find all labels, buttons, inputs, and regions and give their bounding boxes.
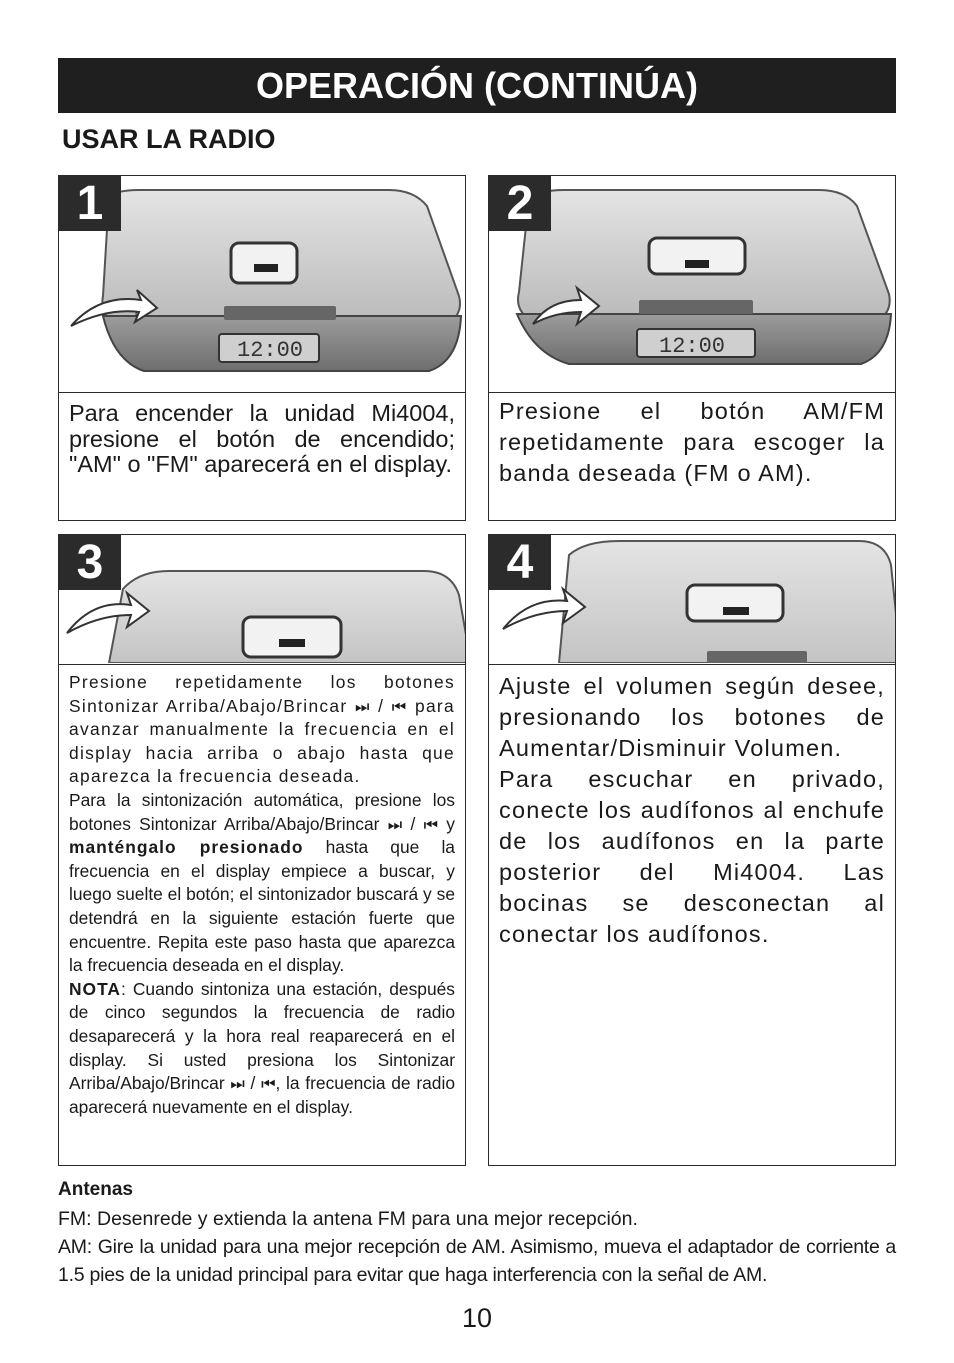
skip-next-icon: ⏭ [387, 814, 403, 834]
slash: / [250, 1073, 256, 1094]
step-3-panel [58, 534, 466, 1166]
page-number: 10 [461, 1303, 493, 1333]
step-3-figure [59, 535, 465, 665]
step-3-p1-a: Presione repetidamente los botones Sintonizar Arriba/Abajo/Brincar [69, 672, 455, 716]
step-3-note-b: , la frecuencia de radio aparecerá nuevamente en el display. [69, 1073, 455, 1117]
step-3-note-a: : Cuando sintoniza una estación, después de cinco segundos la frecuencia de radio desaparecerá y la hora real reaparecerá en el display. Si usted presiona los Sintonizar Arriba/Abajo/Brincar [69, 978, 455, 1094]
step-3-p2-y: y [446, 813, 455, 834]
step-1-number: 1 [59, 176, 121, 231]
skip-previous-icon: ⏮ [423, 814, 438, 834]
step-1-panel [58, 175, 466, 521]
step-2-text: Presione el botón AM/FM repetidamente para escoger la banda deseada (FM o AM). [499, 398, 885, 486]
slash: / [378, 695, 385, 716]
step-3-p1-b: para avanzar manualmente la frecuencia en el display hacia arriba o abajo hasta que aparezca la frecuencia deseada. [69, 695, 455, 787]
step-3-p2-b: hasta que la frecuencia en el display empiece a buscar, y luego suelte el botón; el sintonizador buscará y se detendrá en la siguiente estación fuerte que encuentre. Repita este paso hasta que aparezca la frecuencia deseada en el display. [69, 837, 455, 976]
step-2-figure [489, 176, 895, 393]
page-header [58, 58, 896, 113]
antenas-title: Antenas [58, 1179, 133, 1200]
section-title: USAR LA RADIO [62, 124, 276, 154]
step-1-figure [59, 176, 465, 393]
step-3-text [69, 671, 455, 1119]
step-4-figure [489, 535, 895, 665]
step-2-number: 2 [489, 176, 551, 231]
antenas-fm: FM: Desenrede y extienda la antena FM para una mejor recepción. [58, 1208, 638, 1230]
step-4-number: 4 [489, 535, 551, 590]
skip-previous-icon: ⏮ [261, 1074, 276, 1094]
step-1-text: Para encender la unidad Mi4004, presione el botón de encendido; "AM" o "FM" aparecerá en el display. [69, 400, 455, 477]
step-3-p2-a: Para la sintonización automática, presione los botones Sintonizar Arriba/Abajo/Brincar [69, 789, 455, 834]
page-header-title: OPERACIÓN (CONTINÚA) [256, 65, 698, 106]
device-clock-display: 12:00 [237, 338, 304, 363]
note-label: NOTA [69, 978, 121, 999]
skip-next-icon: ⏭ [354, 696, 371, 716]
step-4-p1: Ajuste el volumen según desee, presionando los botones de Aumentar/Disminuir Volumen. [499, 673, 885, 761]
step-2-panel [488, 175, 896, 521]
antenas-am: AM: Gire la unidad para una mejor recepción de AM. Asimismo, mueva el adaptador de corriente a 1.5 pies de la unidad principal para evitar que haga interferencia con la señal de AM. [58, 1236, 896, 1286]
step-4-p2: Para escuchar en privado, conecte los audífonos al enchufe de los audífonos en la parte posterior del Mi4004. Las bocinas se desconectan al conectar los audífonos. [499, 766, 885, 947]
slash: / [410, 813, 416, 834]
step-3-p2-bold: manténgalo presionado [69, 837, 304, 858]
skip-next-icon: ⏭ [230, 1074, 245, 1094]
step-4-panel [488, 534, 896, 1166]
device-clock-display: 12:00 [659, 334, 726, 359]
skip-previous-icon: ⏮ [391, 696, 408, 716]
step-4-text [499, 671, 885, 950]
step-3-number: 3 [59, 535, 121, 590]
